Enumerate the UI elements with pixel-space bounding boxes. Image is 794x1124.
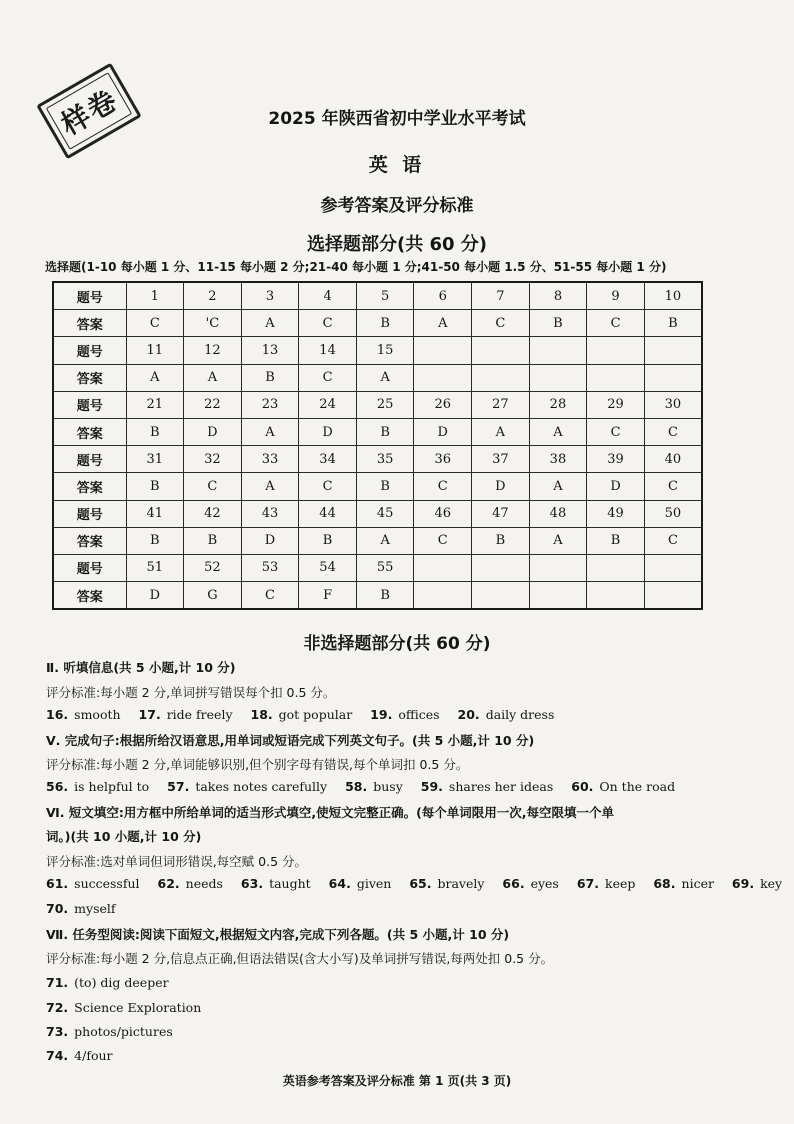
answer-cell: D [587, 473, 645, 500]
answer-row [53, 473, 702, 500]
part2-criteria: 评分标准:每小题 2 分,单词拼写错误每个扣 0.5 分。 [46, 685, 336, 700]
question-number-cell: 21 [126, 391, 184, 418]
answer-cell: A [356, 527, 414, 554]
question-number-cell [587, 337, 645, 364]
answer-cell: C [299, 310, 357, 337]
answer-item: 20. daily dress [457, 707, 555, 722]
answer-cell: C [126, 310, 184, 337]
answer-cell [414, 582, 472, 610]
question-number-cell [529, 337, 587, 364]
sample-stamp: 样卷 [36, 63, 141, 160]
answer-cell [472, 364, 530, 391]
question-number-cell: 39 [587, 446, 645, 473]
answer-row [53, 310, 702, 337]
answer-cell: A [241, 418, 299, 445]
question-number-cell [644, 554, 702, 581]
question-number-cell: 25 [356, 391, 414, 418]
question-number-cell [529, 554, 587, 581]
section2-title: 非选择题部分(共 60 分) [303, 634, 491, 654]
row-label-answer: 答案 [53, 582, 126, 610]
answer-cell: B [126, 473, 184, 500]
part2-heading: Ⅱ. 听填信息(共 5 小题,计 10 分) [46, 660, 236, 675]
part7-criteria: 评分标准:每小题 2 分,信息点正确,但语法错误(含大小写)及单词拼写错误,每两处扣 0.5 分。 [46, 951, 554, 966]
question-number-cell: 40 [644, 446, 702, 473]
answer-item: 67. keep [576, 876, 636, 891]
question-number-cell: 34 [299, 446, 357, 473]
answer-item: 69. key [731, 876, 783, 891]
question-number-cell: 3 [241, 282, 299, 310]
question-number-cell: 45 [356, 500, 414, 527]
answer-cell: B [529, 310, 587, 337]
answer-cell: A [529, 473, 587, 500]
answer-cell: 'C [184, 310, 242, 337]
answer-cell: B [587, 527, 645, 554]
answer-item: 73. photos/pictures [46, 1024, 173, 1039]
question-number-cell: 11 [126, 337, 184, 364]
answer-cell: D [241, 527, 299, 554]
question-number-row [53, 446, 702, 473]
question-number-cell: 53 [241, 554, 299, 581]
answer-row [53, 418, 702, 445]
answer-item: 63. taught [240, 876, 311, 891]
question-number-cell: 24 [299, 391, 357, 418]
page-footer: 英语参考答案及评分标准 第 1 页(共 3 页) [282, 1074, 512, 1088]
part2-answers [46, 707, 568, 722]
question-number-cell [472, 337, 530, 364]
question-number-cell: 26 [414, 391, 472, 418]
row-label-question: 题号 [53, 391, 126, 418]
question-number-row [53, 282, 702, 310]
answer-cell [529, 582, 587, 610]
answer-cell: B [356, 418, 414, 445]
answer-cell: B [356, 582, 414, 610]
exam-title: 2025 年陕西省初中学业水平考试 [268, 109, 526, 129]
answer-cell: C [299, 473, 357, 500]
question-number-cell: 14 [299, 337, 357, 364]
answer-item: 74. 4/four [46, 1048, 113, 1063]
answer-cell: B [356, 310, 414, 337]
question-number-cell: 51 [126, 554, 184, 581]
question-number-cell: 43 [241, 500, 299, 527]
answer-cell: D [184, 418, 242, 445]
question-number-cell: 32 [184, 446, 242, 473]
row-label-answer: 答案 [53, 473, 126, 500]
question-number-cell: 9 [587, 282, 645, 310]
subject-title: 英 语 [368, 154, 426, 176]
question-number-cell [644, 337, 702, 364]
question-number-cell: 8 [529, 282, 587, 310]
answer-item: 66. eyes [502, 876, 559, 891]
answer-cell: C [414, 473, 472, 500]
answer-cell: C [644, 418, 702, 445]
answer-item: 68. nicer [653, 876, 714, 891]
answer-cell: A [126, 364, 184, 391]
question-number-cell: 23 [241, 391, 299, 418]
question-number-cell: 49 [587, 500, 645, 527]
answer-row [53, 582, 702, 610]
question-number-cell [587, 554, 645, 581]
answer-cell: C [587, 310, 645, 337]
answer-item: 72. Science Exploration [46, 1000, 202, 1015]
question-number-cell: 41 [126, 500, 184, 527]
answer-cell: C [472, 310, 530, 337]
question-number-cell: 42 [184, 500, 242, 527]
answer-line-73 [46, 1024, 187, 1039]
answer-item: 65. bravely [409, 876, 485, 891]
question-number-cell: 13 [241, 337, 299, 364]
question-number-cell: 31 [126, 446, 184, 473]
answer-row [53, 364, 702, 391]
answer-cell: A [241, 473, 299, 500]
part5-heading: Ⅴ. 完成句子:根据所给汉语意思,用单词或短语完成下列英文句子。(共 5 小题,计 10 分) [46, 733, 535, 748]
part5-criteria: 评分标准:每小题 2 分,单词能够识别,但个别字母有错误,每个单词扣 0.5 分。 [46, 757, 469, 772]
question-number-cell: 48 [529, 500, 587, 527]
question-number-cell: 22 [184, 391, 242, 418]
question-number-row [53, 337, 702, 364]
answer-item: 59. shares her ideas [420, 779, 554, 794]
question-number-cell [414, 337, 472, 364]
answer-cell: A [529, 418, 587, 445]
question-number-cell: 6 [414, 282, 472, 310]
answer-line-72 [46, 1000, 215, 1015]
answer-cell: B [356, 473, 414, 500]
answer-cell [644, 582, 702, 610]
answer-cell: C [241, 582, 299, 610]
answer-item: 62. needs [157, 876, 223, 891]
row-label-question: 题号 [53, 554, 126, 581]
part6-heading: Ⅵ. 短文填空:用方框中所给单词的适当形式填空,使短文完整正确。(每个单词限用一次,每空限填一个单 [46, 805, 615, 820]
question-number-cell: 50 [644, 500, 702, 527]
question-number-cell: 38 [529, 446, 587, 473]
section1-note: 选择题(1-10 每小题 1 分、11-15 每小题 2 分;21-40 每小题 1 分;41-50 每小题 1.5 分、51-55 每小题 1 分) [45, 260, 667, 274]
answer-cell [414, 364, 472, 391]
question-number-cell: 37 [472, 446, 530, 473]
answer-line-71 [46, 975, 183, 990]
question-number-cell: 44 [299, 500, 357, 527]
answer-cell: B [644, 310, 702, 337]
answer-cell: G [184, 582, 242, 610]
question-number-cell: 46 [414, 500, 472, 527]
answer-cell: C [414, 527, 472, 554]
question-number-cell: 29 [587, 391, 645, 418]
section1-title: 选择题部分(共 60 分) [306, 234, 488, 255]
row-label-question: 题号 [53, 500, 126, 527]
question-number-cell: 52 [184, 554, 242, 581]
answer-item: 60. On the road [571, 779, 676, 794]
row-label-answer: 答案 [53, 527, 126, 554]
row-label-answer: 答案 [53, 418, 126, 445]
answer-line-74 [46, 1048, 127, 1063]
question-number-row [53, 500, 702, 527]
answer-cell: F [299, 582, 357, 610]
part6-criteria: 评分标准:选对单词但词形错误,每空赋 0.5 分。 [46, 854, 308, 869]
answer-cell: D [414, 418, 472, 445]
row-label-answer: 答案 [53, 310, 126, 337]
question-number-cell [414, 554, 472, 581]
answer-cell: A [529, 527, 587, 554]
question-number-cell: 27 [472, 391, 530, 418]
answer-cell: B [299, 527, 357, 554]
answer-cell: B [126, 527, 184, 554]
answer-cell [587, 364, 645, 391]
question-number-cell: 33 [241, 446, 299, 473]
question-number-cell: 15 [356, 337, 414, 364]
answer-item: 16. smooth [46, 707, 121, 722]
question-number-cell: 54 [299, 554, 357, 581]
answer-item: 71. (to) dig deeper [46, 975, 169, 990]
question-number-row [53, 554, 702, 581]
row-label-question: 题号 [53, 337, 126, 364]
question-number-cell: 10 [644, 282, 702, 310]
answer-item: 57. takes notes carefully [167, 779, 328, 794]
question-number-cell: 12 [184, 337, 242, 364]
row-label-answer: 答案 [53, 364, 126, 391]
answer-cell: B [126, 418, 184, 445]
answer-cell: A [356, 364, 414, 391]
question-number-cell: 2 [184, 282, 242, 310]
question-number-cell [472, 554, 530, 581]
part6-answer-70 [46, 901, 130, 916]
question-number-cell: 4 [299, 282, 357, 310]
answer-cell: C [587, 418, 645, 445]
part5-answers [46, 779, 689, 794]
answer-cell: D [472, 473, 530, 500]
answer-cell: B [472, 527, 530, 554]
part6-heading-cont: 词。)(共 10 小题,计 10 分) [46, 829, 202, 844]
question-number-cell: 55 [356, 554, 414, 581]
question-number-cell: 36 [414, 446, 472, 473]
answer-row [53, 527, 702, 554]
answer-cell [472, 582, 530, 610]
answer-cell: D [126, 582, 184, 610]
answer-item: 19. offices [370, 707, 440, 722]
answer-cell: D [299, 418, 357, 445]
answer-item: 70. myself [46, 901, 116, 916]
part7-heading: Ⅶ. 任务型阅读:阅读下面短文,根据短文内容,完成下列各题。(共 5 小题,计 10 分) [46, 927, 510, 942]
question-number-cell: 28 [529, 391, 587, 418]
answer-item: 58. busy [345, 779, 403, 794]
part6-answers [46, 876, 794, 891]
answer-cell: C [644, 473, 702, 500]
answer-item: 56. is helpful to [46, 779, 150, 794]
answer-cell: C [299, 364, 357, 391]
answer-cell: B [184, 527, 242, 554]
answer-item: 17. ride freely [138, 707, 233, 722]
answer-item: 18. got popular [250, 707, 353, 722]
answer-cell: C [644, 527, 702, 554]
answer-cell [587, 582, 645, 610]
answer-cell: B [241, 364, 299, 391]
answer-cell: C [184, 473, 242, 500]
row-label-question: 题号 [53, 282, 126, 310]
answer-cell: A [184, 364, 242, 391]
question-number-cell: 5 [356, 282, 414, 310]
question-number-cell: 35 [356, 446, 414, 473]
question-number-cell: 7 [472, 282, 530, 310]
answer-cell [529, 364, 587, 391]
answer-cell: A [241, 310, 299, 337]
answer-item: 61. successful [46, 876, 140, 891]
document-title: 参考答案及评分标准 [320, 196, 474, 216]
question-number-row [53, 391, 702, 418]
question-number-cell: 30 [644, 391, 702, 418]
answer-cell: A [472, 418, 530, 445]
question-number-cell: 1 [126, 282, 184, 310]
question-number-cell: 47 [472, 500, 530, 527]
answer-table [52, 281, 703, 610]
answer-cell [644, 364, 702, 391]
row-label-question: 题号 [53, 446, 126, 473]
answer-item: 64. given [328, 876, 392, 891]
answer-cell: A [414, 310, 472, 337]
